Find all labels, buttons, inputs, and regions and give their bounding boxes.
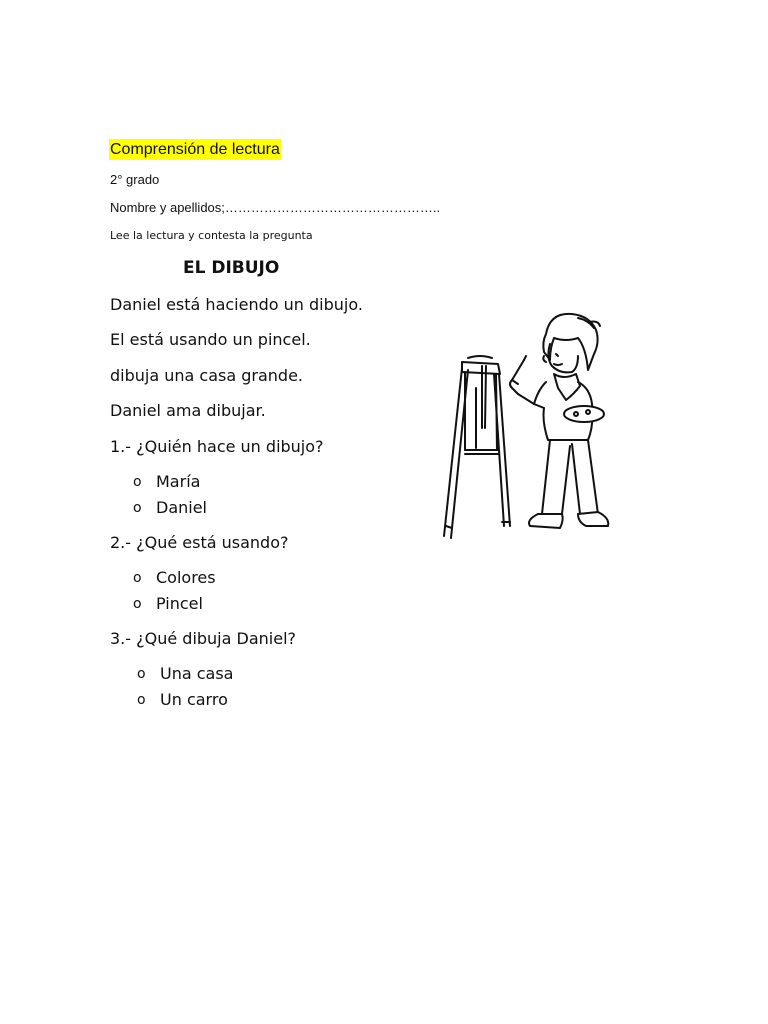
boy-painting-illustration bbox=[438, 308, 613, 540]
question-1: 1.- ¿Quién hace un dibujo? bbox=[110, 437, 324, 456]
grade-label: 2° grado bbox=[110, 172, 160, 187]
question-3: 3.- ¿Qué dibuja Daniel? bbox=[110, 629, 297, 648]
name-field-line: Nombre y apellidos;………………………………………….. bbox=[110, 200, 441, 215]
question-2: 2.- ¿Qué está usando? bbox=[110, 533, 289, 552]
option-label: Una casa bbox=[160, 664, 234, 683]
option-label: Colores bbox=[156, 568, 216, 587]
bullet-circle-icon: o bbox=[137, 692, 146, 708]
story-line: dibuja una casa grande. bbox=[110, 366, 303, 385]
worksheet-title: Comprensión de lectura bbox=[110, 141, 280, 158]
option-label: Pincel bbox=[156, 594, 203, 613]
bullet-circle-icon: o bbox=[133, 570, 142, 586]
story-line: Daniel ama dibujar. bbox=[110, 401, 266, 420]
bullet-circle-icon: o bbox=[137, 666, 146, 682]
bullet-circle-icon: o bbox=[133, 500, 142, 516]
boy-icon bbox=[510, 314, 608, 528]
option-label: Un carro bbox=[160, 690, 228, 709]
easel-icon bbox=[444, 356, 510, 538]
story-line: El está usando un pincel. bbox=[110, 330, 311, 349]
story-line: Daniel está haciendo un dibujo. bbox=[110, 295, 363, 314]
option-label: Daniel bbox=[156, 498, 207, 517]
option-label: María bbox=[156, 472, 201, 491]
story-title: EL DIBUJO bbox=[183, 258, 280, 278]
instruction-text: Lee la lectura y contesta la pregunta bbox=[110, 229, 313, 242]
bullet-circle-icon: o bbox=[133, 596, 142, 612]
bullet-circle-icon: o bbox=[133, 474, 142, 490]
